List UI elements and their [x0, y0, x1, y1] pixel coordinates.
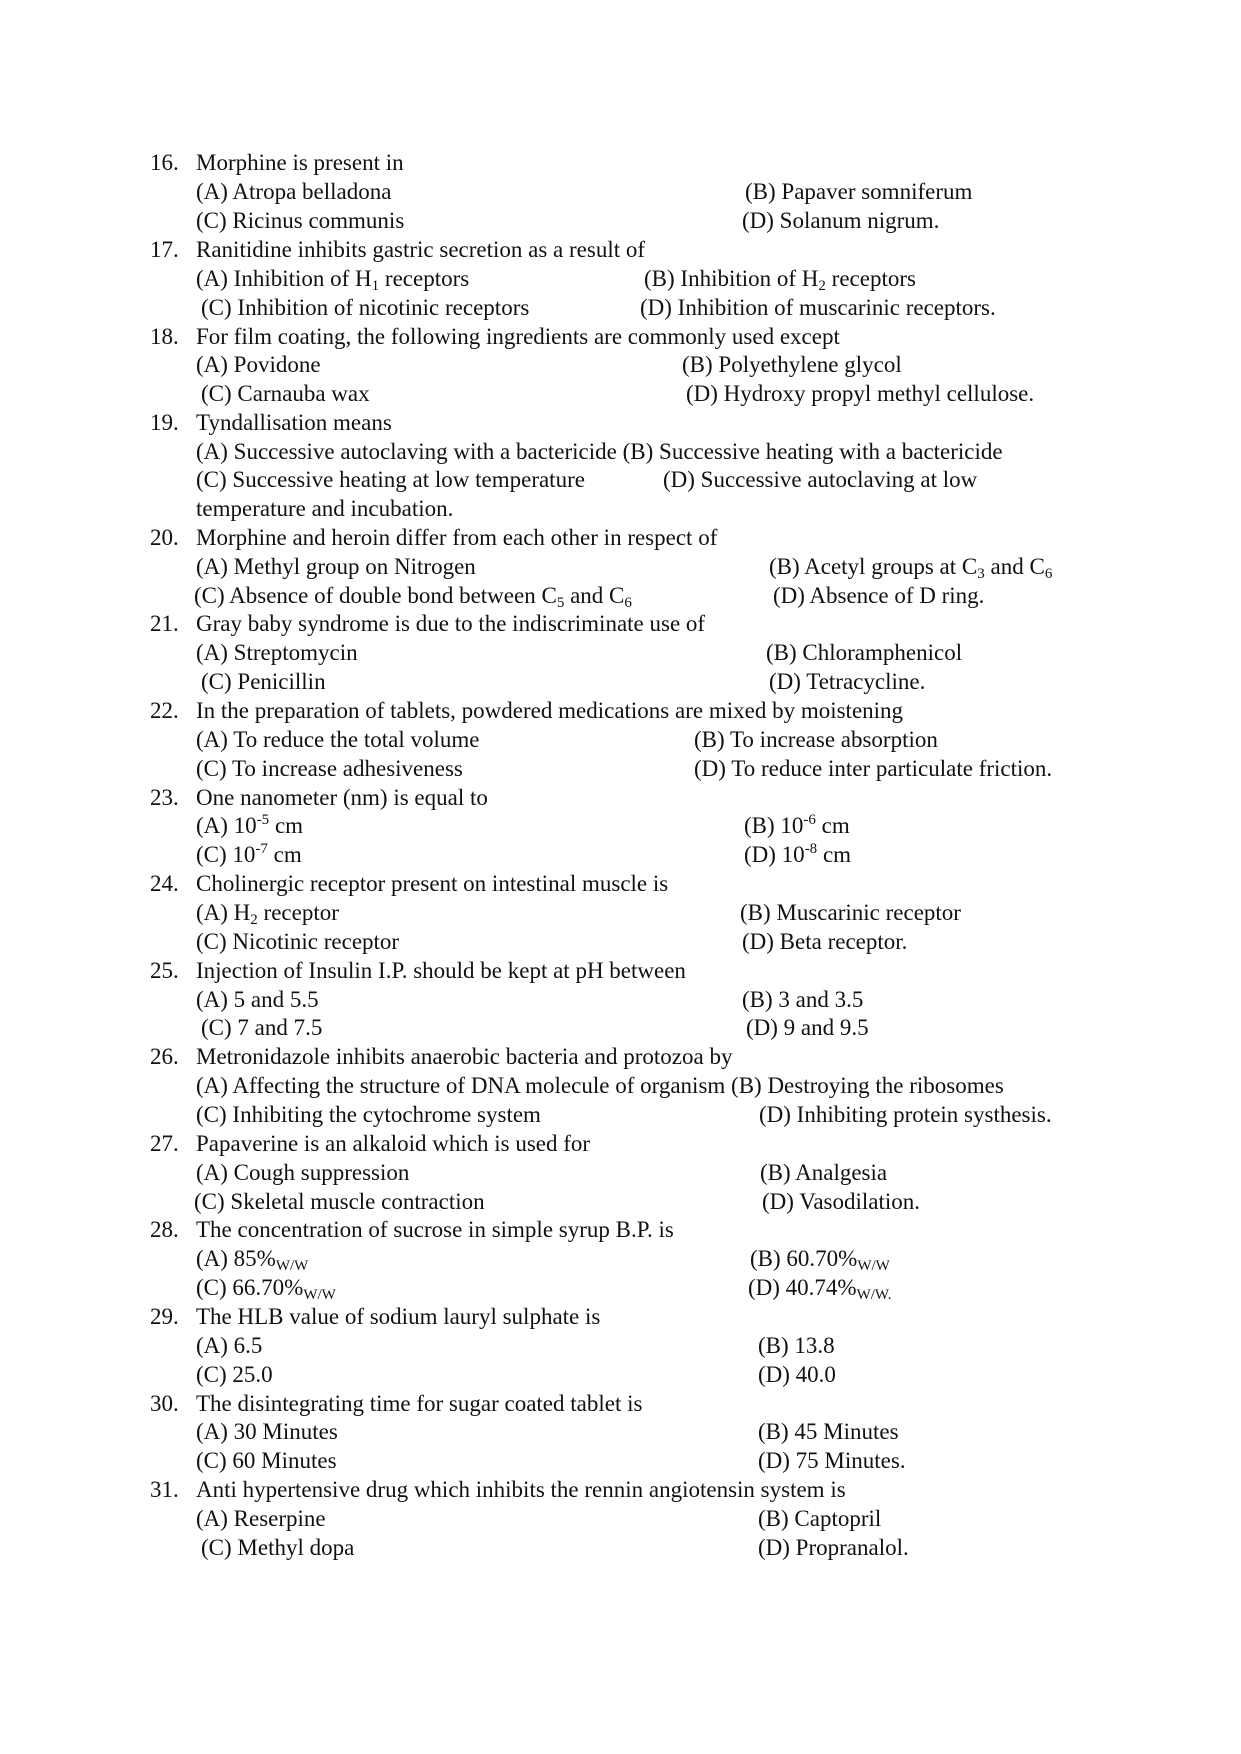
question-stem: The HLB value of sodium lauryl sulphate is: [196, 1304, 601, 1329]
option-c: (C) Penicillin: [201, 669, 326, 694]
question-stem: Morphine is present in: [196, 150, 404, 175]
option-b: (B) To increase absorption: [694, 727, 938, 752]
question-number: 25.: [150, 958, 179, 983]
option-d: (D) Hydroxy propyl methyl cellulose.: [686, 381, 1035, 406]
question-number: 26.: [150, 1044, 179, 1069]
option-c: (C) $10^{-7}$ cm: [196, 841, 302, 867]
option-a: (A) Inhibition of $H_1$ receptors: [196, 266, 470, 294]
option-b: (B) $10^{-6}$ cm: [744, 812, 850, 838]
option-d: (D) 9 and 9.5: [746, 1015, 869, 1040]
option-a: (A) $85\%_{W/W}$: [196, 1246, 309, 1274]
option-a: (A) 5 and 5.5: [196, 987, 319, 1012]
option-a: (A) Methyl group on Nitrogen: [196, 554, 476, 579]
question-stem: For film coating, the following ingredients are commonly used except: [196, 324, 840, 349]
option-d: (D) Absence of D ring.: [773, 583, 985, 608]
question-stem: Metronidazole inhibits anaerobic bacteria and protozoa by: [196, 1044, 733, 1069]
option-c: (C) To increase adhesiveness: [196, 756, 463, 781]
option-a: (A) Atropa belladona: [196, 179, 392, 204]
option-c: (C) Successive heating at low temperature: [196, 467, 585, 492]
question-stem: Morphine and heroin differ from each other in respect of: [196, 525, 718, 550]
question-number: 18.: [150, 324, 179, 349]
question-stem: Papaverine is an alkaloid which is used for: [196, 1131, 591, 1156]
question-stem: The disintegrating time for sugar coated tablet is: [196, 1391, 643, 1416]
option-d: (D) Inhibiting protein systhesis.: [759, 1102, 1052, 1127]
option-d: (D) $10^{-8}$ cm: [744, 841, 852, 867]
option-c: (C) Inhibition of nicotinic receptors: [201, 295, 530, 320]
question-number: 16.: [150, 150, 179, 175]
option-b: (B) Papaver somniferum: [745, 179, 973, 204]
question-number: 23.: [150, 785, 179, 810]
option-a: (A) $10^{-5}$ cm: [196, 812, 304, 838]
option-a-b: (A) Affecting the structure of DNA molecule of organism (B) Destroying the ribosomes: [196, 1073, 1004, 1098]
option-d: (D) 40.0: [758, 1362, 836, 1387]
option-b: (B) $60.70\%_{W/W}$: [750, 1246, 890, 1274]
option-a-b: (A) Successive autoclaving with a bactericide (B) Successive heating with a bactericide: [196, 439, 1003, 464]
option-d: (D) Propranalol.: [758, 1535, 909, 1560]
question-number: 31.: [150, 1477, 179, 1502]
option-d: (D) Solanum nigrum.: [742, 208, 940, 233]
question-stem: The concentration of sucrose in simple syrup B.P. is: [196, 1217, 674, 1242]
option-d: (D) $40.74\%_{W/W.}$: [748, 1275, 892, 1303]
option-d: (D) Successive autoclaving at low: [663, 467, 978, 492]
question-stem: Tyndallisation means: [196, 410, 392, 435]
option-b: (B) 45 Minutes: [758, 1419, 899, 1444]
option-c: (C) Methyl dopa: [201, 1535, 355, 1560]
question-number: 27.: [150, 1131, 179, 1156]
option-b: (B) Polyethylene glycol: [682, 352, 902, 377]
question-stem: In the preparation of tablets, powdered medications are mixed by moistening: [196, 698, 904, 723]
option-d: (D) Tetracycline.: [769, 669, 926, 694]
option-c: (C) 7 and 7.5: [201, 1015, 323, 1040]
option-a: (A) Cough suppression: [196, 1160, 410, 1185]
option-c: (C) Inhibiting the cytochrome system: [196, 1102, 541, 1127]
option-c: (C) 25.0: [196, 1362, 273, 1387]
question-stem: Anti hypertensive drug which inhibits the rennin angiotensin system is: [196, 1477, 846, 1502]
option-d: (D) To reduce inter particulate friction.: [694, 756, 1053, 781]
option-c: (C) Skeletal muscle contraction: [194, 1189, 485, 1214]
question-number: 24.: [150, 871, 179, 896]
option-b: (B) Muscarinic receptor: [740, 900, 961, 925]
option-b: (B) 13.8: [758, 1333, 835, 1358]
option-d: (D) Vasodilation.: [762, 1189, 921, 1214]
option-d-continuation: temperature and incubation.: [196, 496, 454, 521]
question-number: 17.: [150, 237, 179, 262]
option-b: (B) Captopril: [758, 1506, 882, 1531]
question-number: 29.: [150, 1304, 179, 1329]
option-a: (A) To reduce the total volume: [196, 727, 480, 752]
option-a: (A) Streptomycin: [196, 640, 358, 665]
option-c: (C) 60 Minutes: [196, 1448, 337, 1473]
question-stem: Gray baby syndrome is due to the indiscriminate use of: [196, 611, 706, 636]
option-a: (A) $H_2$ receptor: [196, 900, 339, 928]
option-c: (C) Absence of double bond between $C_5$ and $C_6$: [194, 583, 632, 611]
question-number: 19.: [150, 410, 179, 435]
question-number: 30.: [150, 1391, 179, 1416]
question-stem: Ranitidine inhibits gastric secretion as a result of: [196, 237, 646, 262]
option-d: (D) 75 Minutes.: [758, 1448, 906, 1473]
option-b: (B) Acetyl groups at $C_3$ and $C_6$: [769, 554, 1053, 582]
question-stem: Injection of Insulin I.P. should be kept at pH between: [196, 958, 686, 983]
option-d: (D) Beta receptor.: [742, 929, 908, 954]
option-c: (C) Carnauba wax: [201, 381, 370, 406]
question-number: 22.: [150, 698, 179, 723]
option-b: (B) Chloramphenicol: [766, 640, 963, 665]
option-c: (C) $66.70\%_{W/W}$: [196, 1275, 336, 1303]
option-a: (A) 30 Minutes: [196, 1419, 338, 1444]
question-number: 21.: [150, 611, 179, 636]
option-b: (B) 3 and 3.5: [742, 987, 864, 1012]
option-a: (A) Reserpine: [196, 1506, 326, 1531]
question-number: 28.: [150, 1217, 179, 1242]
question-stem: One nanometer (nm) is equal to: [196, 785, 488, 810]
question-number: 20.: [150, 525, 179, 550]
option-d: (D) Inhibition of muscarinic receptors.: [640, 295, 996, 320]
question-stem: Cholinergic receptor present on intestinal muscle is: [196, 871, 669, 896]
option-c: (C) Ricinus communis: [196, 208, 405, 233]
option-a: (A) Povidone: [196, 352, 321, 377]
option-b: (B) Analgesia: [760, 1160, 888, 1185]
option-c: (C) Nicotinic receptor: [196, 929, 400, 954]
option-a: (A) 6.5: [196, 1333, 263, 1358]
option-b: (B) Inhibition of $H_2$ receptors: [644, 266, 916, 294]
